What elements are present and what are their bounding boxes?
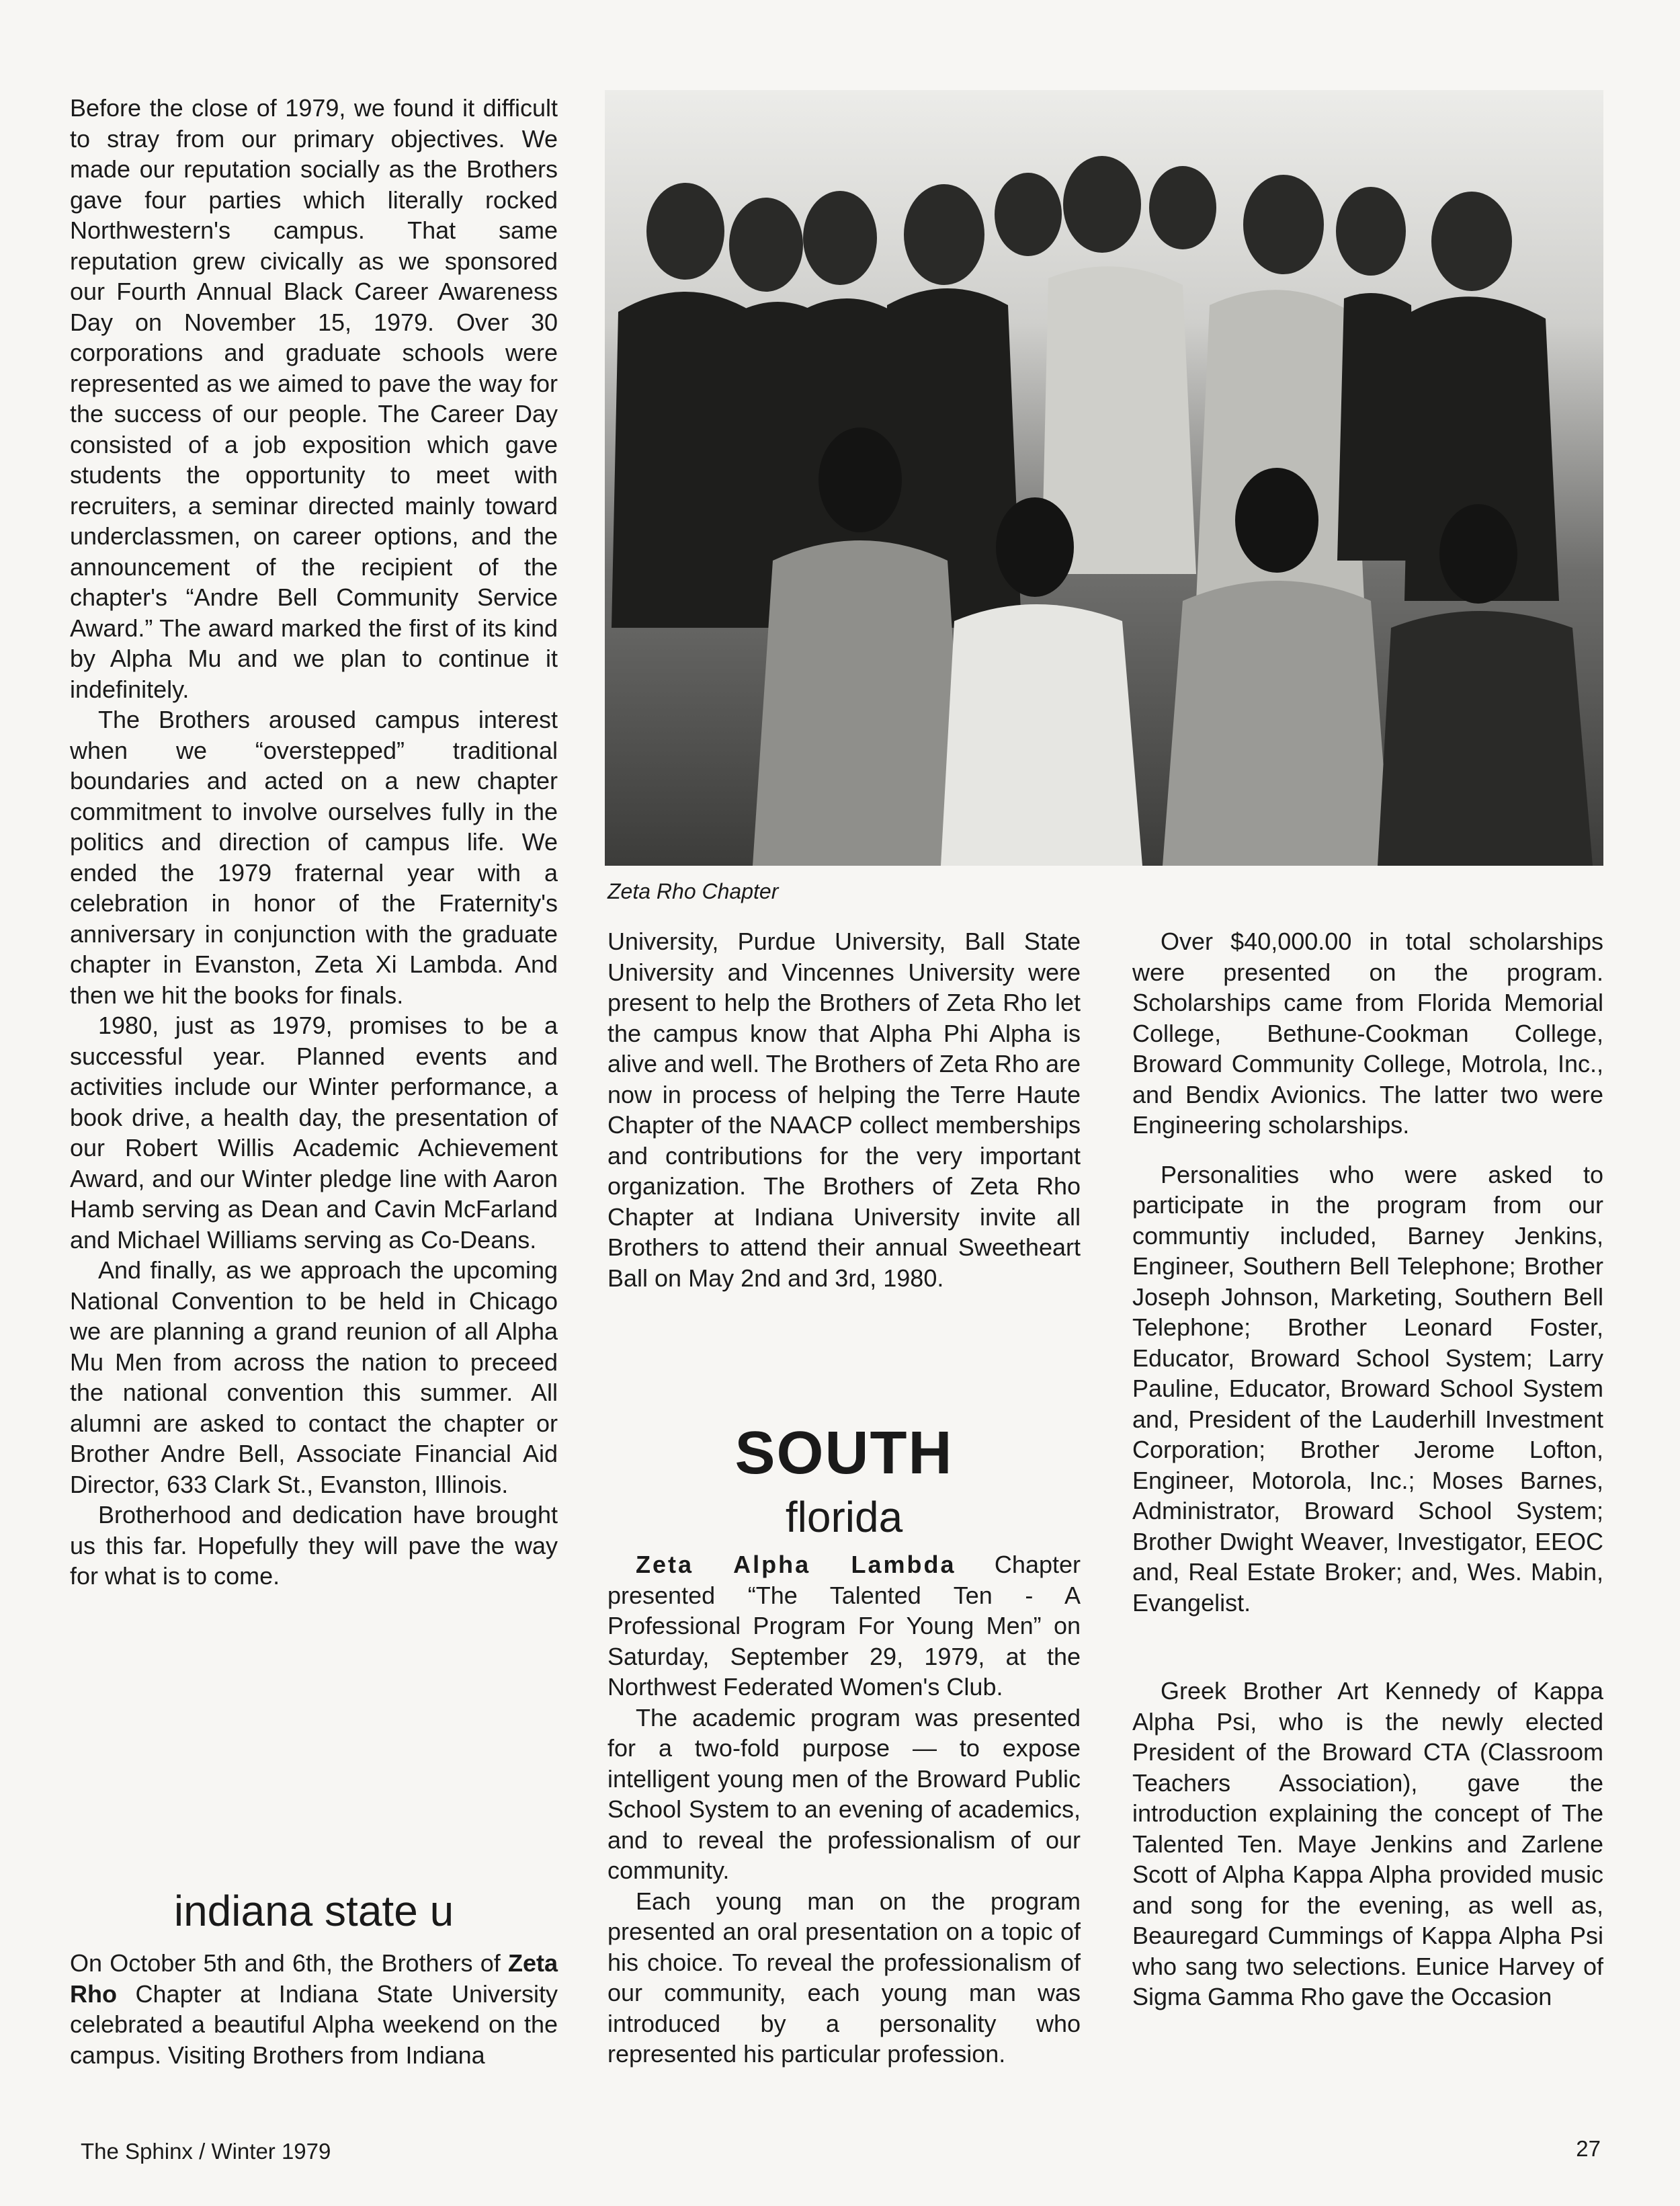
body-paragraph: University, Purdue University, Ball State University and Vincennes University were present to help the Brothers of Zeta Rho let the campus know that Alpha Phi Alpha is alive and well. The Brothers of Zeta Rho are now in process of helping the Terre Haute Chapter of the NAACP collect memberships and contributions for the very important organization. The Brothers of Zeta Rho Chapter at Indiana University invite all Brothers to attend their annual Sweetheart Ball on May 2nd and 3rd, 1980.: [607, 928, 1081, 1292]
page-number: 27: [1576, 2136, 1601, 2161]
body-paragraph: Brotherhood and dedication have brought us this far. Hopefully they will pave the way for what is to come.: [70, 1501, 558, 1590]
region-subheading: florida: [785, 1493, 903, 1541]
body-paragraph: Zeta Alpha Lambda Chapter presented “The Talented Ten - A Professional Program For Young Men” on Saturday, September 29, 1979, at the Northwest Federated Women's Club.: [607, 1551, 1081, 1701]
photo-caption: Zeta Rho Chapter: [607, 879, 779, 903]
publication-footer: The Sphinx / Winter 1979: [81, 2139, 331, 2164]
chapter-group-photo: [605, 90, 1603, 866]
body-paragraph: And finally, as we approach the upcoming National Convention to be held in Chicago we are planning a grand reunion of all Alpha Mu Men from across the nation to preceed the national convention this summer. All alumni are asked to contact the chapter or Brother Andre Bell, Associate Financial Aid Director, 633 Clark St., Evanston, Illinois.: [70, 1256, 558, 1498]
body-paragraph: Over $40,000.00 in total scholarships were presented on the program. Scholarships came from Florida Memorial College, Bethune-Cookman College, Broward Community College, Motrola, Inc., and Bendix Avionics. The latter two were Engineering scholarships.: [1132, 928, 1603, 1139]
body-paragraph: Personalities who were asked to participate in the program from our communtiy included, Barney Jenkins, Engineer, Southern Bell Telephone; Brother Joseph Johnson, Marketing, Southern Bell Telephone; Brother Leonard Foster, Educator, Broward School System; Larry Pauline, Educator, Broward School System and, President of the Lauderhill Investment Corporation; Brother Jerome Lofton, Engineer, Motorola, Inc.; Moses Barnes, Administrator, Broward School System; Brother Dwight Weaver, Investigator, EEOC and, Real Estate Broker; and, Wes. Mabin, Evangelist.: [1132, 1160, 1603, 1617]
region-heading: SOUTH: [734, 1420, 954, 1487]
south-column: [607, 1549, 1081, 2070]
body-paragraph: Each young man on the program presented an oral presentation on a topic of his choice. To reveal the professionalism of our community, each young man was introduced by a personality who represented his particular profession.: [607, 1887, 1081, 2068]
body-paragraph: Greek Brother Art Kennedy of Kappa Alpha Psi, who is the newly elected President of the Broward CTA (Classroom Teachers Association), gave the introduction explaining the concept of The Talented Ten. Maye Jenkins and Zarlene Scott of Alpha Kappa Alpha provided music and song for the evening, as well as, Beauregard Cummings of Kappa Alpha Psi who sang two selections. Eunice Harvey of Sigma Gamma Rho gave the Occasion: [1132, 1677, 1603, 2010]
left-column: [70, 93, 558, 1592]
indiana-column: [70, 1948, 558, 2070]
body-paragraph: The academic program was presented for a two-fold purpose — to expose intelligent young men of the Broward Public School System to an evening of academics, and to reveal the professionalism of our community.: [607, 1703, 1081, 1884]
right-column: [1132, 926, 1603, 2012]
group-photo-illustration: [605, 90, 1603, 866]
indiana-paragraph: On October 5th and 6th, the Brothers of Zeta Rho Chapter at Indiana State University celebrated a beautiful Alpha weekend on the campus. Visiting Brothers from Indiana: [70, 1949, 558, 2069]
body-paragraph: Before the close of 1979, we found it difficult to stray from our primary objectives. We made our reputation socially as the Brothers gave four parties which literally rocked Northwestern's campus. That same reputation grew civically as we sponsored our Fourth Annual Black Career Awareness Day on November 15, 1979. Over 30 corporations and graduate schools were represented as we aimed to pave the way for the success of our people. The Career Day consisted of a job exposition which gave students the opportunity to meet with recruiters, a seminar directed mainly toward underclassmen, on career options, and the announcement of the recipient of the chapter's “Andre Bell Community Service Award.” The award marked the first of its kind by Alpha Mu and we plan to continue it indefinitely.: [70, 94, 558, 703]
body-paragraph: 1980, just as 1979, promises to be a successful year. Planned events and activities include our Winter performance, a book drive, a health day, the presentation of our Robert Willis Academic Achievement Award, and our Winter pledge line with Aaron Hamb serving as Dean and Cavin McFarland and Michael Williams serving as Co-Deans.: [70, 1012, 558, 1254]
body-paragraph: The Brothers aroused campus interest when we “overstepped” traditional boundaries and acted on a new chapter commitment to involve ourselves fully in the politics and direction of campus life. We ended the 1979 fraternal year with a celebration in honor of the Fraternity's anniversary in conjunction with the graduate chapter in Evanston, Zeta Xi Lambda. And then we hit the books for finals.: [70, 706, 558, 1009]
middle-column: [607, 926, 1081, 1293]
section-heading-indiana-state: indiana state u: [173, 1887, 454, 1935]
